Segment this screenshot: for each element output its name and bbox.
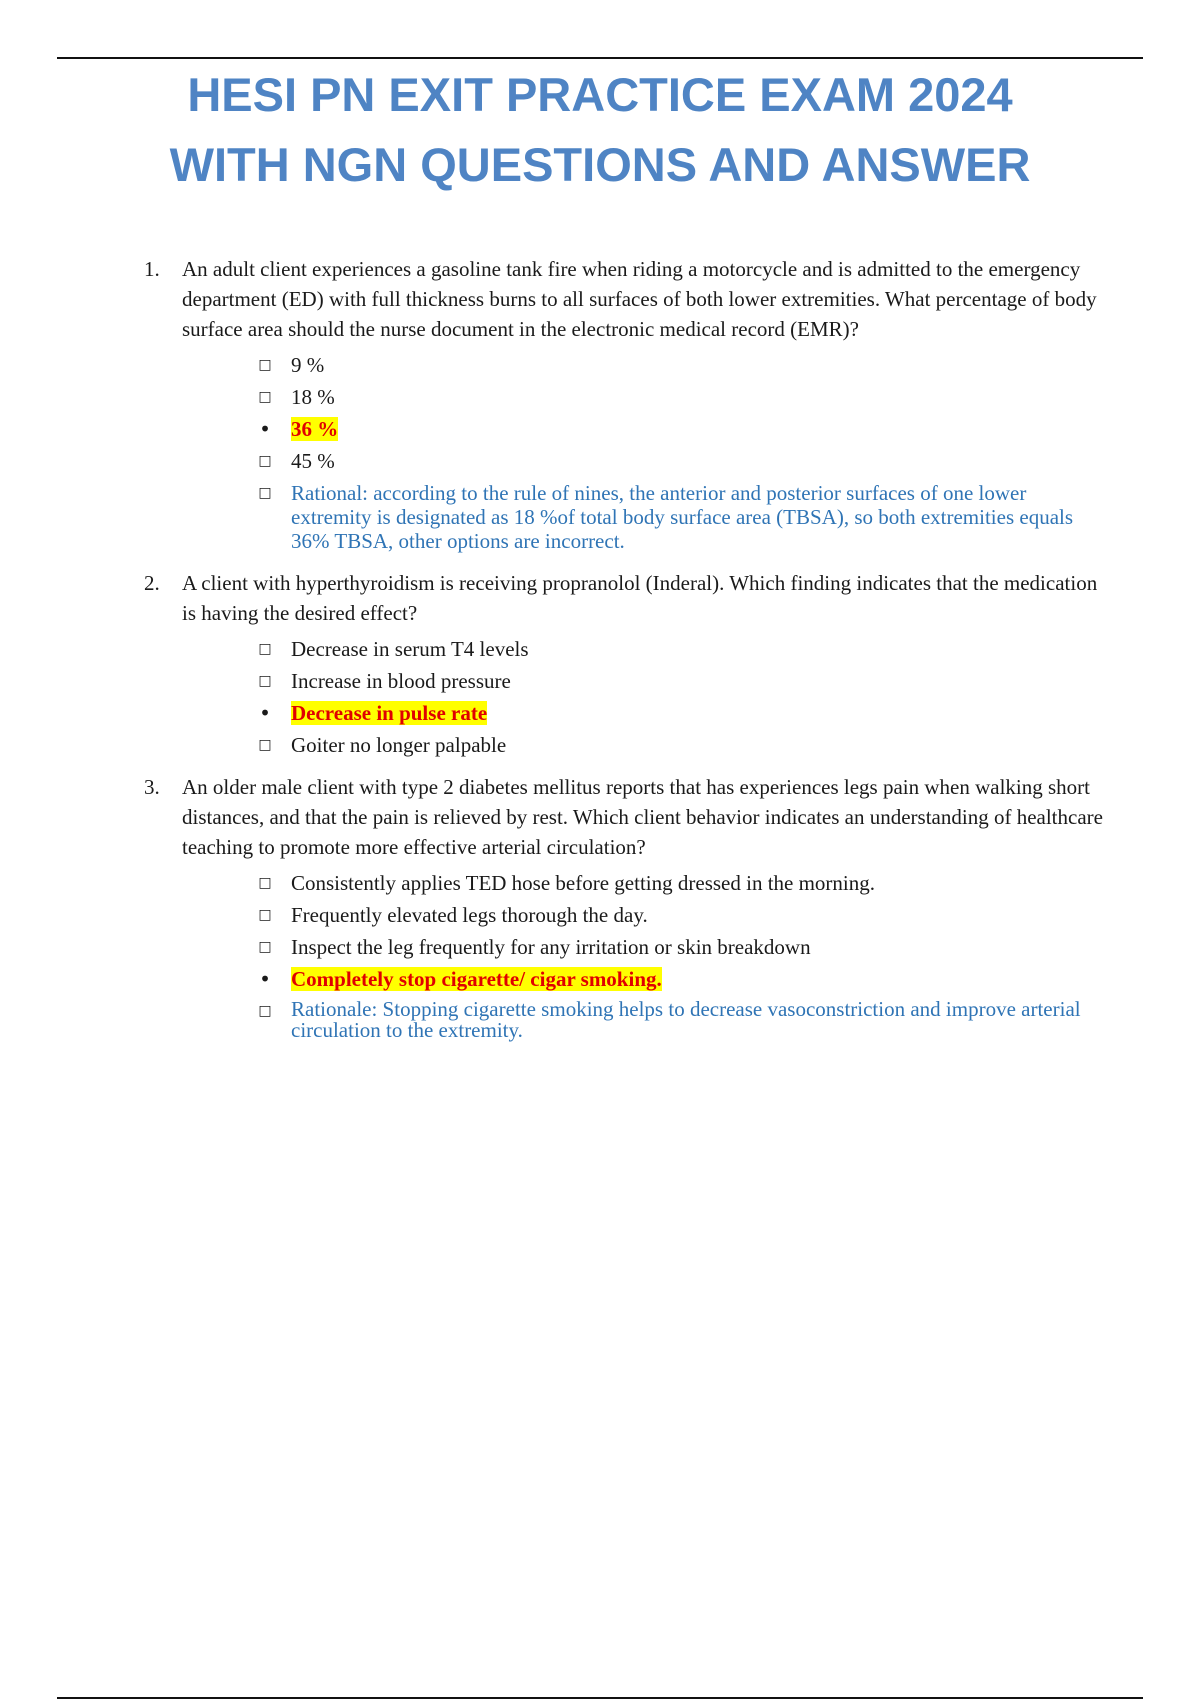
- option-text: Frequently elevated legs thorough the day.: [291, 903, 648, 927]
- question-1: [140, 254, 1100, 553]
- rationale-item: [140, 999, 1091, 1041]
- checkbox-icon: □: [258, 389, 272, 405]
- option-list: [140, 353, 1100, 553]
- question-text: A client with hyperthyroidism is receiving propranolol (Inderal). Which finding indicates that the medication is having the desired effect?: [182, 571, 1098, 625]
- option-item: [140, 385, 1091, 409]
- bottom-rule: [57, 1697, 1143, 1699]
- option-item: [140, 871, 1091, 895]
- correct-answer-text: 36 %: [291, 417, 339, 441]
- question-number: 1.: [144, 257, 160, 281]
- option-item-correct: [140, 967, 1091, 991]
- checkbox-icon: □: [258, 907, 272, 923]
- correct-answer-text: Decrease in pulse rate: [291, 701, 488, 725]
- option-text: Inspect the leg frequently for any irritation or skin breakdown: [291, 935, 811, 959]
- option-item: [140, 637, 1091, 661]
- rationale-item: [140, 481, 1091, 553]
- option-list: [140, 637, 1100, 757]
- option-item: [140, 353, 1091, 377]
- option-text: Goiter no longer palpable: [291, 733, 507, 757]
- option-text: 9 %: [291, 353, 325, 377]
- checkbox-icon: □: [258, 641, 272, 657]
- question-3: [140, 772, 1103, 1042]
- title-line-1: HESI PN EXIT PRACTICE EXAM 2024: [187, 68, 1013, 121]
- option-text: Decrease in serum T4 levels: [291, 637, 529, 661]
- option-item-correct: [140, 417, 1091, 441]
- bullet-icon: •: [259, 967, 271, 991]
- rationale-text: Rationale: Stopping cigarette smoking helps to decrease vasoconstriction and improve arterial circulation to the extremity.: [291, 997, 1081, 1042]
- option-text: Consistently applies TED hose before getting dressed in the morning.: [291, 871, 876, 895]
- option-item: [140, 669, 1091, 693]
- checkbox-icon: □: [258, 357, 272, 373]
- question-2: [140, 568, 1100, 757]
- checkbox-icon: □: [258, 673, 272, 689]
- question-number: 2.: [144, 571, 160, 595]
- checkbox-icon: □: [258, 737, 272, 753]
- option-text: 45 %: [291, 449, 335, 473]
- checkbox-icon: □: [258, 1003, 272, 1019]
- question-list: [140, 254, 1103, 1056]
- page-title: [0, 60, 1200, 200]
- option-item: [140, 733, 1091, 757]
- checkbox-icon: □: [258, 453, 272, 469]
- bullet-icon: •: [259, 417, 271, 441]
- checkbox-icon: □: [258, 939, 272, 955]
- correct-answer-text: Completely stop cigarette/ cigar smoking.: [291, 967, 662, 991]
- option-item: [140, 935, 1091, 959]
- title-line-2: WITH NGN QUESTIONS AND ANSWER: [169, 138, 1031, 191]
- top-rule: [57, 57, 1143, 59]
- question-text: An older male client with type 2 diabetes mellitus reports that has experiences legs pain when walking short distances, and that the pain is relieved by rest. Which client behavior indicates an understanding of healthcare teaching to promote more effective arterial circulation?: [182, 775, 1103, 859]
- rationale-text: Rational: according to the rule of nines, the anterior and posterior surfaces of one lower extremity is designated as 18 %of total body surface area (TBSA), so both extremities equals 36% TBSA, other options are incorrect.: [291, 481, 1074, 553]
- bullet-icon: •: [259, 701, 271, 725]
- option-text: 18 %: [291, 385, 335, 409]
- question-number: 3.: [144, 775, 160, 799]
- option-text: Increase in blood pressure: [291, 669, 511, 693]
- option-item: [140, 903, 1091, 927]
- question-text: An adult client experiences a gasoline tank fire when riding a motorcycle and is admitted to the emergency department (ED) with full thickness burns to all surfaces of both lower extremities. What percentage of body surface area should the nurse document in the electronic medical record (EMR)?: [182, 257, 1097, 341]
- checkbox-icon: □: [258, 485, 272, 501]
- option-item: [140, 449, 1091, 473]
- option-item-correct: [140, 701, 1091, 725]
- checkbox-icon: □: [258, 875, 272, 891]
- option-list: [140, 871, 1100, 1041]
